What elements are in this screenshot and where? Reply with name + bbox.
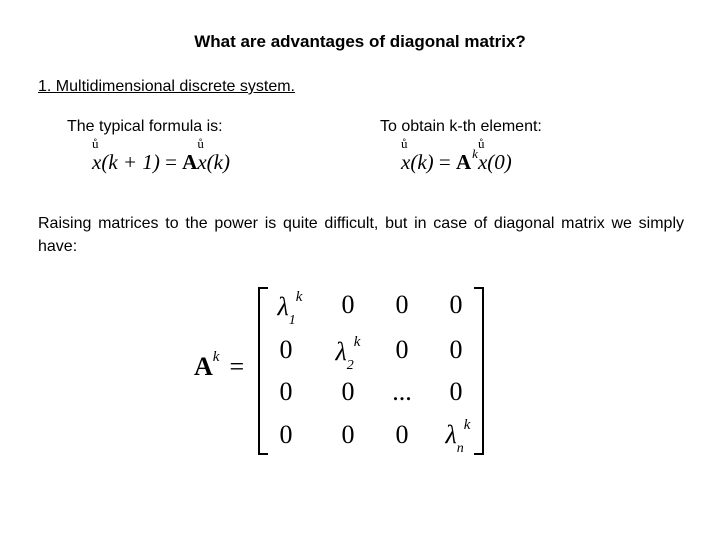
matrix-cell: 0 — [341, 290, 355, 319]
matrix-power-lhs — [194, 349, 245, 382]
kth-element-label: To obtain k-th element: — [380, 118, 542, 135]
matrix-cell: 0 — [279, 377, 293, 406]
matrix-cell: 0 — [449, 290, 463, 319]
formula2-equals: = — [433, 150, 456, 174]
section-heading: 1. Multidimensional discrete system. — [38, 78, 295, 95]
state-vector-x: ů x — [92, 136, 102, 174]
typical-formula — [92, 136, 230, 175]
matrix-cell: 0 — [449, 377, 463, 406]
formula1-left-argument: (k + 1) — [101, 150, 160, 174]
matrix-cell: 0 — [395, 335, 409, 364]
matrix-equals: = — [229, 352, 245, 381]
power-k: k — [212, 349, 220, 365]
matrix-cell: 0 — [279, 335, 293, 364]
matrix-cell: 0 — [395, 290, 409, 319]
state-vector-x: ů x — [197, 136, 207, 174]
state-vector-x: ů x — [401, 136, 411, 174]
power-k: k — [472, 146, 478, 161]
matrix-cell: 0 — [395, 420, 409, 449]
matrix-a: A — [455, 150, 472, 174]
state-vector-x: ů x — [477, 136, 488, 174]
explanation-paragraph: Raising matrices to the power is quite difficult, but in case of diagonal matrix we simply have: — [38, 215, 684, 255]
matrix-cell-dots: ... — [392, 377, 412, 406]
matrix-cell-lambda-2: $\lambda_2^k$ — [335, 334, 361, 373]
matrix-cell: 0 — [449, 335, 463, 364]
kth-element-formula — [401, 136, 512, 175]
formula2-left-argument: (k) — [410, 150, 434, 174]
matrix-a: A — [194, 352, 213, 381]
matrix-cell-lambda-n: $\lambda_n^k$ — [445, 417, 471, 456]
matrix-cell: 0 — [341, 377, 355, 406]
matrix-cell: 0 — [279, 420, 293, 449]
matrix-cell: 0 — [341, 420, 355, 449]
formula1-right-argument: (k) — [206, 150, 230, 174]
formula1-equals: = — [159, 150, 183, 174]
typical-formula-label: The typical formula is: — [67, 118, 223, 135]
matrix-cell-lambda-1: $\lambda_1^k$ — [277, 289, 303, 328]
formula2-right-argument: (0) — [487, 150, 512, 174]
slide-title: What are advantages of diagonal matrix? — [194, 32, 526, 51]
matrix-a: A — [182, 150, 198, 174]
